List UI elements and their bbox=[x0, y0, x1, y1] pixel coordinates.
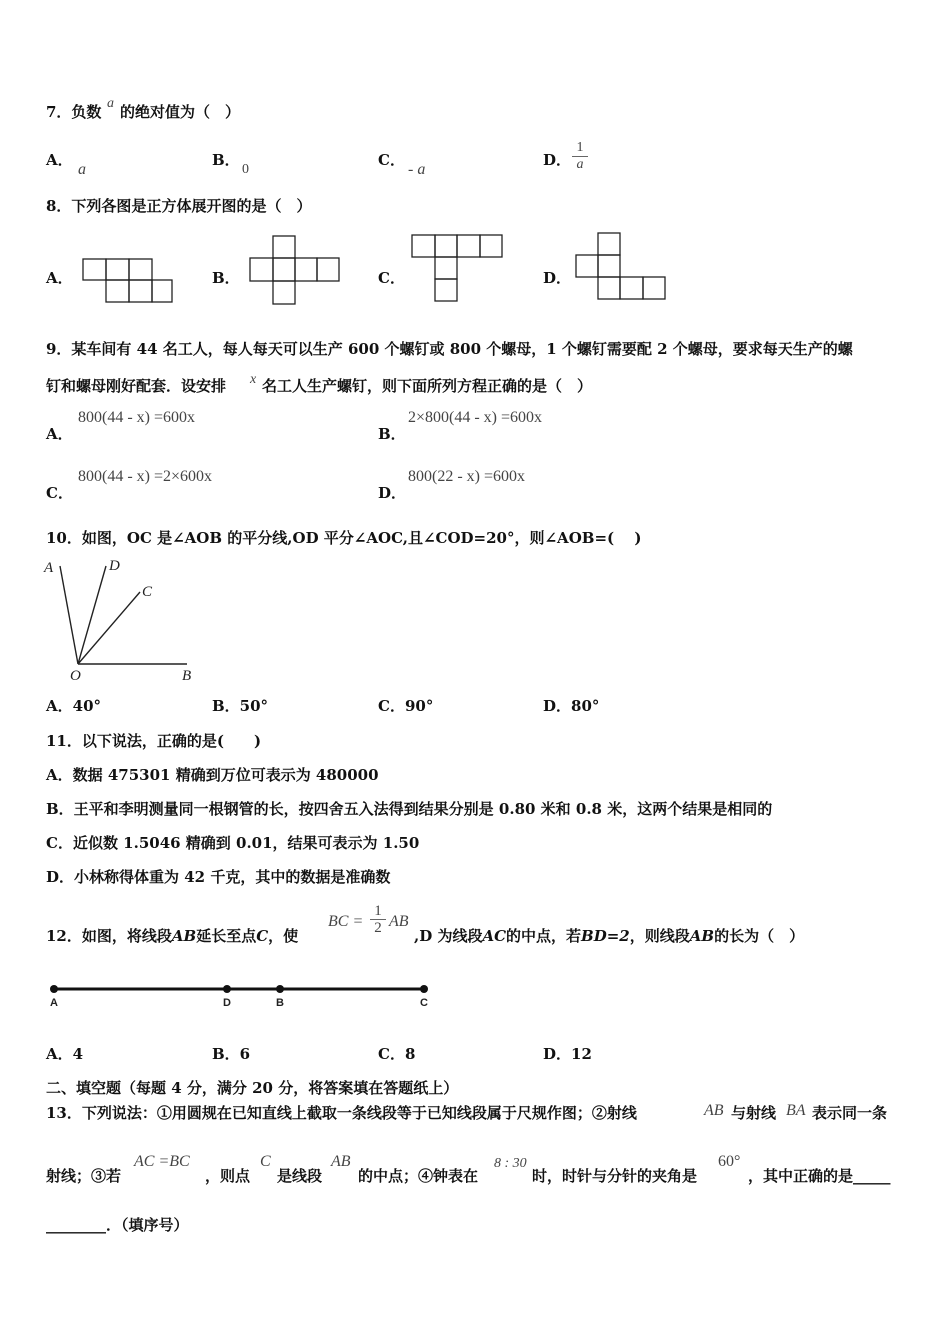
q12-half-num: 1 bbox=[370, 903, 386, 920]
q9-option-c-eq: 800(44 - x) =2×600x bbox=[78, 468, 213, 485]
q7-d-numerator: 1 bbox=[572, 140, 588, 157]
q9-option-a-eq: 800(44 - x) =600x bbox=[78, 409, 196, 426]
q13-ba: BA bbox=[786, 1102, 806, 1119]
q13-c: C bbox=[260, 1153, 271, 1170]
q12-stem-e: 的中点，若 bbox=[506, 927, 582, 945]
q11-option-a: A．数据 475301 精确到万位可表示为 480000 bbox=[46, 766, 379, 784]
q9-line2-b: 名工人生产螺钉，则下面所列方程正确的是（ ） bbox=[262, 377, 593, 395]
q8-stem: 8．下列各图是正方体展开图的是（ ） bbox=[46, 197, 312, 215]
q9-var: x bbox=[250, 372, 257, 387]
point-b bbox=[276, 985, 284, 993]
label-c: C bbox=[142, 584, 153, 600]
q11-option-b: B．王平和李明测量同一根钢管的长，按四舍五入法得到结果分别是 0.80 米和 0.8 米，这两个结果是相同的 bbox=[46, 800, 773, 818]
q12-eq-left: BC = bbox=[328, 913, 364, 930]
point-a bbox=[50, 985, 58, 993]
label-o: O bbox=[70, 668, 81, 684]
q12-ac: AC bbox=[482, 927, 507, 945]
q7-option-a-label: A． bbox=[46, 151, 73, 169]
q12-stem-d: ,D 为线段 bbox=[414, 927, 483, 945]
q10-option-b: B．50° bbox=[212, 697, 269, 715]
q13-l2e: 时，时针与分针的夹角是 bbox=[532, 1167, 698, 1185]
q8-option-d-label: D． bbox=[543, 269, 572, 287]
q8-option-c-label: C． bbox=[378, 269, 405, 287]
q7-option-c-label: C． bbox=[378, 151, 405, 169]
q11-option-d: D．小林称得体重为 42 千克，其中的数据是准确数 bbox=[46, 868, 391, 886]
q13-time: 8 : 30 bbox=[494, 1156, 527, 1171]
q9-option-d-eq: 800(22 - x) =600x bbox=[408, 468, 526, 485]
q13-line1: 13．下列说法：①用圆规在已知直线上截取一条线段等于已知线段属于尺规作图；②射线 bbox=[46, 1104, 637, 1122]
q10-option-d: D．80° bbox=[543, 697, 600, 715]
q9-line2-a: 钉和螺母刚好配套．设安排 bbox=[46, 377, 227, 395]
point-c-label: C bbox=[420, 997, 428, 1009]
q12-eq-right: AB bbox=[389, 913, 409, 930]
q12-option-d: D．12 bbox=[543, 1045, 592, 1063]
q12-stem-b: 延长至点 bbox=[196, 927, 257, 945]
label-b: B bbox=[182, 668, 192, 684]
q10-stem: 10．如图，OC 是∠AOB 的平分线,OD 平分∠AOC,且∠COD=20°，则∠AOB=( ) bbox=[46, 529, 642, 547]
q11-stem: 11．以下说法，正确的是( ) bbox=[46, 732, 262, 750]
q13-line3: ________．（填序号） bbox=[46, 1216, 189, 1234]
q7-option-d-label: D． bbox=[543, 151, 572, 169]
q9-option-a-label: A． bbox=[46, 425, 73, 443]
q7-option-c-value: - a bbox=[408, 161, 426, 178]
label-a: A bbox=[44, 560, 54, 576]
q10-option-c: C．90° bbox=[378, 697, 434, 715]
q12-stem-a: 12．如图，将线段 bbox=[46, 927, 172, 945]
q8-option-a-label: A． bbox=[46, 269, 73, 287]
q13-l2f: ，其中正确的是_____ bbox=[748, 1167, 891, 1185]
q13-eq: AC =BC bbox=[134, 1153, 190, 1170]
q12-ab2: AB bbox=[689, 927, 715, 945]
q9-option-b-label: B． bbox=[378, 425, 406, 443]
q7-option-a-value: a bbox=[78, 161, 86, 178]
q12-stem-c: ，使 bbox=[268, 927, 299, 945]
q12-stem-f: ，则线段 bbox=[629, 927, 690, 945]
q13-ab: AB bbox=[704, 1102, 724, 1119]
q12-option-c: C．8 bbox=[378, 1045, 416, 1063]
q7-d-denominator: a bbox=[576, 157, 584, 172]
point-b-label: B bbox=[276, 997, 284, 1009]
q13-angle: 60° bbox=[718, 1153, 741, 1170]
q13-end1: 表示同一条 bbox=[812, 1104, 888, 1122]
point-c bbox=[420, 985, 428, 993]
q12-half-den: 2 bbox=[374, 920, 382, 936]
q12-c: C bbox=[256, 927, 269, 945]
q12-bd: BD=2 bbox=[581, 927, 630, 945]
point-d bbox=[223, 985, 231, 993]
point-d-label: D bbox=[223, 997, 231, 1009]
q12-option-b: B．6 bbox=[212, 1045, 251, 1063]
q12-ab: AB bbox=[171, 927, 197, 945]
point-a-label: A bbox=[50, 997, 58, 1009]
q12-stem-g: 的长为（ ） bbox=[714, 927, 805, 945]
q7-prefix: 7．负数 bbox=[46, 103, 102, 121]
q11-option-c: C．近似数 1.5046 精确到 0.01，结果可表示为 1.50 bbox=[46, 834, 420, 852]
q13-l2a: 射线；③若 bbox=[46, 1167, 122, 1185]
q9-option-c-label: C． bbox=[46, 484, 73, 502]
q13-l2d: 的中点；④钟表在 bbox=[358, 1167, 479, 1185]
q8-option-b-label: B． bbox=[212, 269, 240, 287]
q12-option-a: A．4 bbox=[46, 1045, 84, 1063]
q7-suffix: 的绝对值为（ ） bbox=[120, 103, 241, 121]
q9-option-b-eq: 2×800(44 - x) =600x bbox=[408, 409, 543, 426]
q7-var: a bbox=[107, 96, 114, 111]
q10-option-a: A．40° bbox=[46, 697, 102, 715]
q7-option-b-value: 0 bbox=[242, 162, 249, 177]
label-d: D bbox=[109, 558, 120, 574]
q7-option-b-label: B． bbox=[212, 151, 240, 169]
q13-l2b: ，则点 bbox=[205, 1167, 251, 1185]
q13-mid1: 与射线 bbox=[731, 1104, 777, 1122]
q9-option-d-label: D． bbox=[378, 484, 407, 502]
section-2-heading: 二、填空题（每题 4 分，满分 20 分，将答案填在答题纸上） bbox=[46, 1079, 459, 1097]
q13-l2c: 是线段 bbox=[277, 1167, 323, 1185]
q9-line1: 9．某车间有 44 名工人，每人每天可以生产 600 个螺钉或 800 个螺母，1 个螺钉需要配 2 个螺母，要求每天生产的螺 bbox=[46, 340, 853, 358]
q13-ab2: AB bbox=[331, 1153, 351, 1170]
